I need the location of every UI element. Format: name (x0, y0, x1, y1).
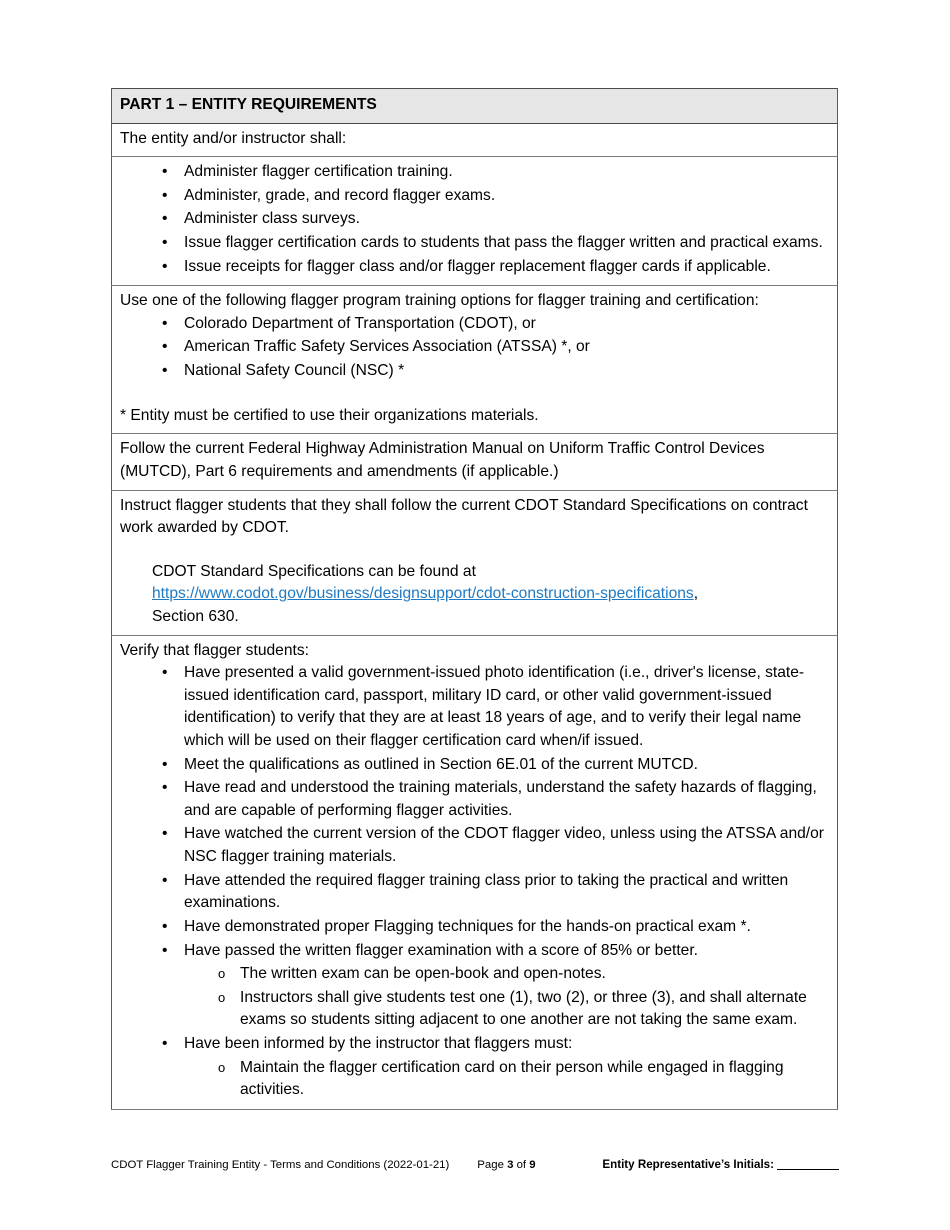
list-item-label: Colorado Department of Transportation (CDOT), or (184, 314, 536, 332)
list-item (184, 1057, 829, 1102)
page-footer (111, 1158, 839, 1171)
list-item-label: Issue flagger certification cards to students that pass the flagger written and practical exams. (184, 234, 823, 252)
entity-requirements-table (111, 88, 838, 1110)
list-item (120, 823, 829, 868)
bullet-icon: • (162, 234, 168, 252)
part-1-title: PART 1 – ENTITY REQUIREMENTS (120, 96, 377, 113)
entity-intro-cell (112, 123, 838, 157)
list-item (120, 336, 829, 359)
table-row-mutcd (112, 434, 838, 490)
list-item-label: Have been informed by the instructor that flaggers must: (184, 1034, 573, 1052)
list-item (120, 360, 829, 383)
list-item-label: Have watched the current version of the CDOT flagger video, unless using the ATSSA and/or NSC flagger training materials. (184, 825, 824, 866)
bullet-icon: • (162, 779, 168, 797)
list-item (184, 987, 829, 1032)
list-item (120, 940, 829, 1032)
verify-students-intro: Verify that flagger students: (120, 641, 309, 659)
list-item-label: Administer flagger certification training. (184, 163, 453, 181)
training-options-cell (112, 286, 838, 434)
specs-location-intro: CDOT Standard Specifications can be found at (152, 562, 476, 580)
bullet-icon: • (162, 1034, 168, 1052)
entity-duties-list (120, 161, 829, 278)
footer-page-number: 3 (507, 1159, 514, 1171)
blank-line (120, 384, 829, 405)
list-item (120, 161, 829, 184)
list-item-label: Have demonstrated proper Flagging techniques for the hands-on practical exam *. (184, 917, 751, 935)
list-item-label: Administer, grade, and record flagger exams. (184, 186, 496, 204)
mutcd-cell (112, 434, 838, 490)
list-item-label: Administer class surveys. (184, 210, 360, 228)
list-item (120, 313, 829, 336)
mutcd-text: Follow the current Federal Highway Administration Manual on Uniform Traffic Control Devices (MUTCD), Part 6 requirements and amendments (if applicable.) (120, 440, 765, 480)
bullet-icon: • (162, 917, 168, 935)
written-exam-sublist (184, 963, 829, 1032)
footer-page-indicator (477, 1159, 535, 1171)
list-item-label: Have passed the written flagger examination with a score of 85% or better. (184, 941, 699, 959)
table-row-part-header (112, 89, 838, 124)
entity-intro-text: The entity and/or instructor shall: (120, 129, 347, 147)
cdot-specifications-link[interactable]: https://www.codot.gov/business/designsupport/cdot-construction-specifications (152, 585, 694, 603)
footer-page-total: 9 (529, 1159, 536, 1171)
link-suffix: , (693, 585, 699, 603)
bullet-icon: • (162, 163, 168, 181)
verify-students-list (120, 662, 829, 1102)
bullet-icon: • (162, 314, 168, 332)
training-options-footnote: * Entity must be certified to use their organizations materials. (120, 406, 539, 424)
list-item (120, 208, 829, 231)
bullet-icon: • (162, 871, 168, 889)
list-item (120, 754, 829, 777)
table-row-entity-duties (112, 157, 838, 286)
bullet-icon: • (162, 210, 168, 228)
circle-bullet-icon: o (218, 989, 226, 1005)
list-item (120, 662, 829, 752)
list-item-label: American Traffic Safety Services Association (ATSSA) *, or (184, 338, 590, 356)
list-item (120, 870, 829, 915)
training-options-intro: Use one of the following flagger program training options for flagger training and certification: (120, 292, 759, 310)
footer-initials (602, 1158, 839, 1171)
bullet-icon: • (162, 664, 168, 682)
part-1-header-cell (112, 89, 838, 124)
list-item-label: Have read and understood the training materials, understand the safety hazards of flagging, and are capable of performing flagger activities. (184, 779, 817, 819)
circle-bullet-icon: o (218, 966, 226, 982)
specs-link-line (120, 583, 829, 606)
list-item-label: Meet the qualifications as outlined in Section 6E.01 of the current MUTCD. (184, 755, 698, 773)
list-item-label: Have presented a valid government-issued photo identification (i.e., driver's license, state-issued identification card, passport, military ID card, or other valid government-issued identification) to verify that they are at least 18 years of age, and to verify their legal name which will be used on their flagger certification card when/if issued. (184, 664, 805, 750)
standard-specifications-cell (112, 490, 838, 635)
list-item (120, 185, 829, 208)
list-item-label: Maintain the flagger certification card on their person while engaged in flagging activities. (240, 1058, 784, 1099)
footer-page-label: Page (477, 1159, 504, 1171)
list-item (120, 777, 829, 822)
flagger-must-sublist (184, 1057, 829, 1102)
specs-section-text: Section 630. (152, 607, 239, 625)
standard-specifications-text: Instruct flagger students that they shall follow the current CDOT Standard Specifications on contract work awarded by CDOT. (120, 496, 808, 537)
bullet-icon: • (162, 338, 168, 356)
table-row-entity-intro (112, 123, 838, 157)
bullet-icon: • (162, 362, 168, 380)
list-item-label: Instructors shall give students test one (1), two (2), or three (3), and shall alternate exams so students sitting adjacent to one another are not taking the same exam. (240, 988, 807, 1029)
footer-document-title: CDOT Flagger Training Entity - Terms and Conditions (2022-01-21) (111, 1159, 450, 1171)
bullet-icon: • (162, 825, 168, 843)
bullet-icon: • (162, 941, 168, 959)
bullet-icon: • (162, 257, 168, 275)
list-item-label: Have attended the required flagger training class prior to taking the practical and written examinations. (184, 871, 789, 912)
entity-duties-cell (112, 157, 838, 286)
verify-students-cell (112, 635, 838, 1109)
list-item (120, 256, 829, 279)
list-item-label: The written exam can be open-book and open-notes. (240, 965, 606, 983)
initials-blank-line[interactable] (777, 1169, 839, 1170)
list-item (120, 1033, 829, 1102)
footer-page-of: of (516, 1159, 527, 1171)
circle-bullet-icon: o (218, 1059, 226, 1075)
bullet-icon: • (162, 755, 168, 773)
blank-line (120, 540, 829, 561)
table-row-standard-specifications (112, 490, 838, 635)
list-item-label: Issue receipts for flagger class and/or flagger replacement flagger cards if applicable. (184, 257, 771, 275)
bullet-icon: • (162, 186, 168, 204)
table-row-training-options (112, 286, 838, 434)
list-item (184, 963, 829, 986)
footer-initials-label: Entity Representative’s Initials: (602, 1158, 774, 1171)
list-item (120, 916, 829, 939)
list-item-label: National Safety Council (NSC) * (184, 362, 405, 380)
list-item (120, 232, 829, 255)
table-row-verify-students (112, 635, 838, 1109)
training-options-list (120, 313, 829, 383)
